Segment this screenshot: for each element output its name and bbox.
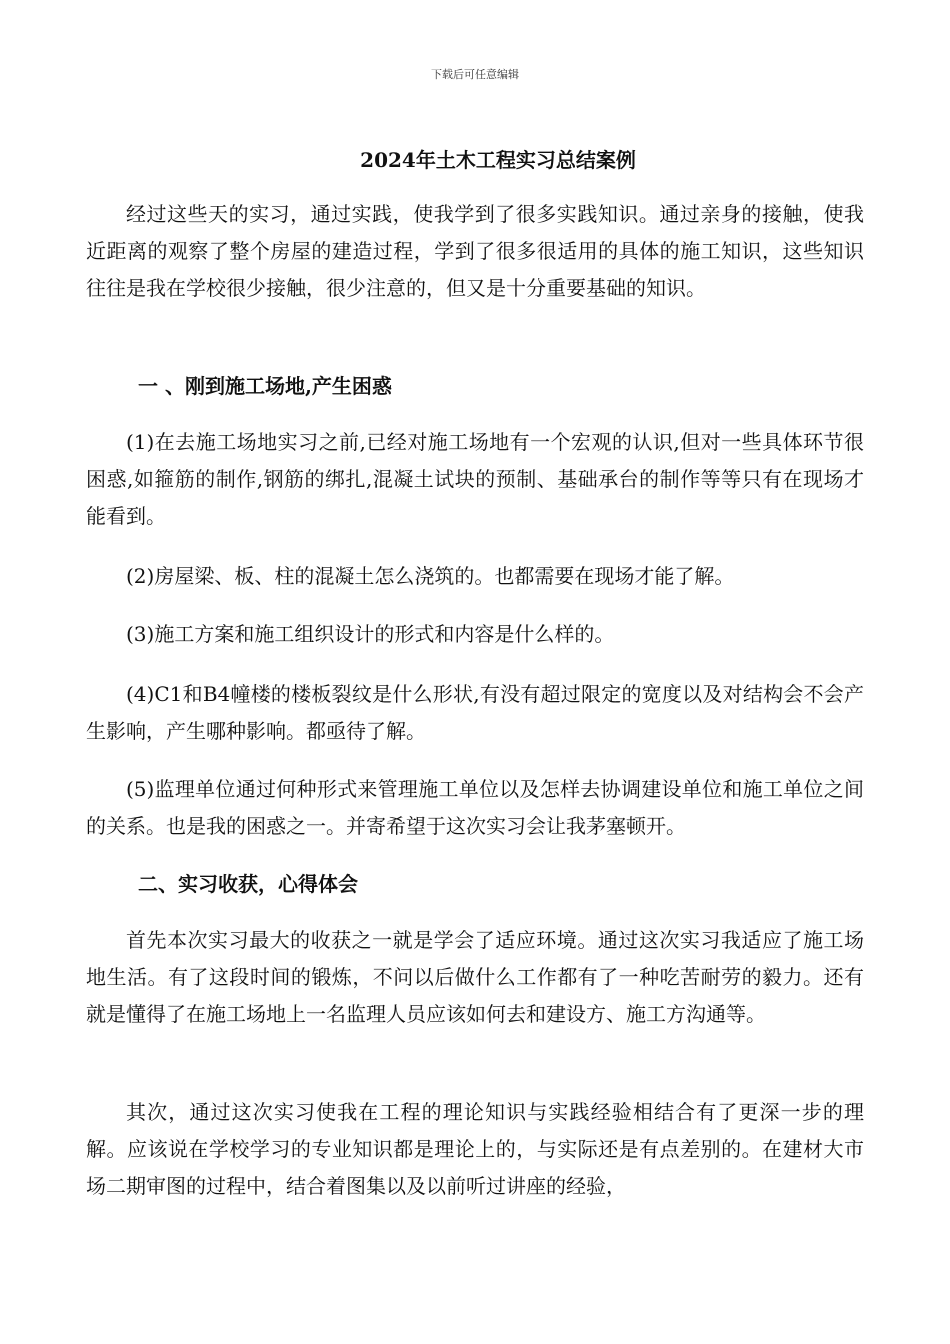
gain-paragraph-2: 其次，通过这次实习使我在工程的理论知识与实践经验相结合有了更深一步的理解。应该说在学校学习的专业知识都是理论上的，与实际还是有点差别的。在建材大市场二期审图的过程中，结合着图集以及以前听过讲座的经验， <box>86 1100 864 1198</box>
list-item-5: (5)监理单位通过何种形式来管理施工单位以及怎样去协调建设单位和施工单位之间的关系。也是我的困惑之一。并寄希望于这次实习会让我茅塞顿开。 <box>86 777 864 838</box>
list-item-1: (1)在去施工场地实习之前,已经对施工场地有一个宏观的认识,但对一些具体环节很困惑,如箍筋的制作,钢筋的绑扎,混凝土试块的预制、基础承台的制作等等只有在现场才能看到。 <box>86 430 864 528</box>
section-heading-2: 二、实习收获，心得体会 <box>138 872 358 896</box>
section-heading-1: 一 、刚到施工场地,产生困惑 <box>138 374 392 398</box>
list-item-3: (3)施工方案和施工组织设计的形式和内容是什么样的。 <box>126 622 615 646</box>
list-item-4: (4)C1和B4幢楼的楼板裂纹是什么形状,有没有超过限定的宽度以及对结构会不会产生影响，产生哪种影响。都亟待了解。 <box>86 682 864 743</box>
intro-paragraph: 经过这些天的实习，通过实践，使我学到了很多实践知识。通过亲身的接触，使我近距离的观察了整个房屋的建造过程，学到了很多很适用的具体的施工知识，这些知识往往是我在学校很少接触，很少注意的，但又是十分重要基础的知识。 <box>86 202 864 300</box>
page-header-note: 下载后可任意编辑 <box>431 68 519 81</box>
list-item-2: (2)房屋梁、板、柱的混凝土怎么浇筑的。也都需要在现场才能了解。 <box>126 564 735 588</box>
document-title: 2024年土木工程实习总结案例 <box>360 148 636 172</box>
gain-paragraph-1: 首先本次实习最大的收获之一就是学会了适应环境。通过这次实习我适应了施工场地生活。有了这段时间的锻炼，不问以后做什么工作都有了一种吃苦耐劳的毅力。还有就是懂得了在施工场地上一名监理人员应该如何去和建设方、施工方沟通等。 <box>86 928 864 1026</box>
